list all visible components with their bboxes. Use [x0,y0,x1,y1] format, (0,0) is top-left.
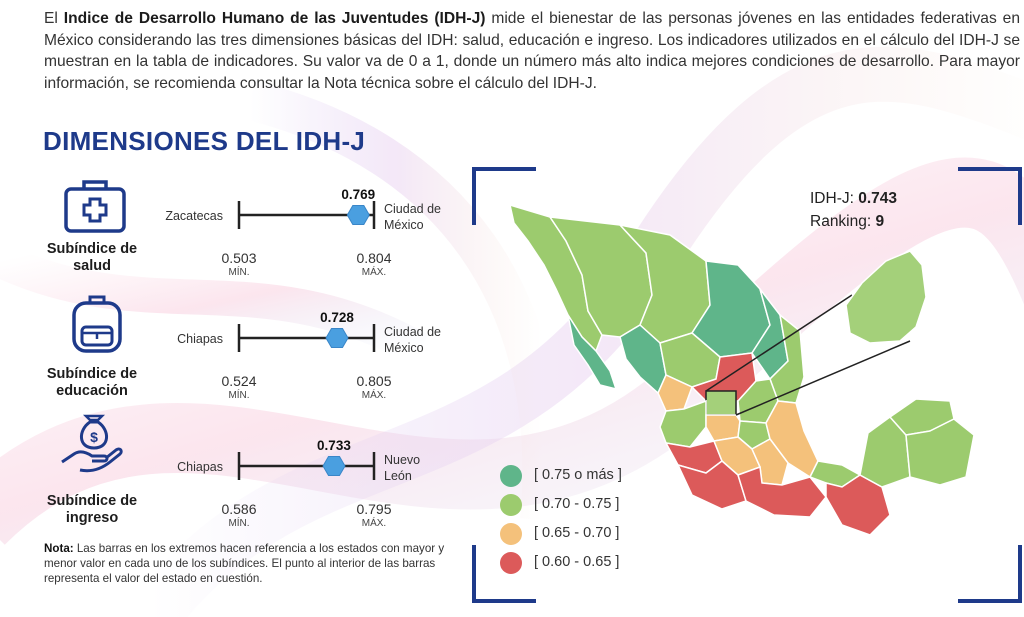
idh-value-line: IDH-J: 0.743 [810,190,898,207]
footnote: Nota: Las barras en los extremos hacen referencia a los estados con mayor y menor valor en cada uno de los subíndices. El punto al interior de las barras representa el valor del estado en cuestión. [44,542,445,585]
backpack-icon [70,293,124,355]
min-caption: MÍN. [228,390,250,401]
min-value-label: 0.503 [221,250,257,266]
max-caption: MÁX. [361,267,387,278]
max-state-label: Ciudad de [384,202,441,216]
min-caption: MÍN. [228,267,250,278]
svg-text:$: $ [90,429,98,445]
intro-bold-title: Indice de Desarrollo Humano de las Juventudes (IDH-J) [63,10,486,27]
max-state-label: Ciudad de [384,325,441,339]
ranking-line: Ranking: 9 [810,213,885,230]
max-state-label: León [384,469,412,483]
money-bag-hand-icon [60,414,126,476]
legend-item: [ 0.65 - 0.70 ] [500,523,700,545]
max-state-label: México [384,341,424,355]
value-label: 0.728 [320,310,354,325]
frame-corner-top-right [958,169,1020,225]
max-value-label: 0.795 [356,501,392,517]
range-bar-salud [150,183,450,293]
min-state-label: Chiapas [177,332,223,346]
value-marker [326,329,348,348]
legend-swatch [500,494,522,516]
frame-corner-bottom-right [958,545,1020,601]
value-label: 0.769 [341,187,376,202]
range-bar-ingreso [150,434,450,544]
intro-paragraph: El Indice de Desarrollo Humano de las Juventudes (IDH-J) mide el bienestar de las personas jóvenes en las entidades federativas en México considerando las tres dimensiones básicas del IDH: salud, educación e ingreso. Los indicadores utilizados en el cálculo del IDH-J se muestran en la tabla de indicadores. Su valor va de 0 a 1, donde un número más alto indica mejores condiciones de desarrollo. Para mayor información, se recomienda consultar la Nota técnica sobre el cálculo del IDH-J. [44,10,1020,92]
legend-swatch [500,523,522,545]
value-marker [347,206,369,225]
legend-swatch [500,465,522,487]
legend-item: [ 0.70 - 0.75 ] [500,494,700,516]
max-value-label: 0.804 [356,250,392,266]
subindex-label-educacion: Subíndice de educación [46,366,138,399]
max-value-label: 0.805 [356,373,392,389]
min-state-label: Chiapas [177,460,223,474]
min-value-label: 0.524 [221,373,257,389]
section-heading: DIMENSIONES DEL IDH-J [43,126,366,156]
legend-item: [ 0.60 - 0.65 ] [500,552,700,574]
max-state-label: Nuevo [384,453,421,467]
value-label: 0.733 [317,438,351,453]
legend-item: [ 0.75 o más ] [500,465,700,487]
max-state-label: México [384,218,424,232]
min-state-label: Zacatecas [165,209,223,223]
medical-kit-icon [62,177,128,235]
range-bar-educacion [150,306,450,416]
min-caption: MÍN. [228,518,250,529]
max-caption: MÁX. [361,518,387,529]
highlighted-state-enlarged [846,251,926,343]
value-marker [323,457,345,476]
subindex-label-ingreso: Subíndice de ingreso [46,493,138,526]
subindex-label-salud: Subíndice de salud [46,241,138,274]
legend-swatch [500,552,522,574]
max-caption: MÁX. [361,390,387,401]
idh-summary [810,187,897,233]
min-value-label: 0.586 [221,501,257,517]
state-highlighted [706,391,736,415]
